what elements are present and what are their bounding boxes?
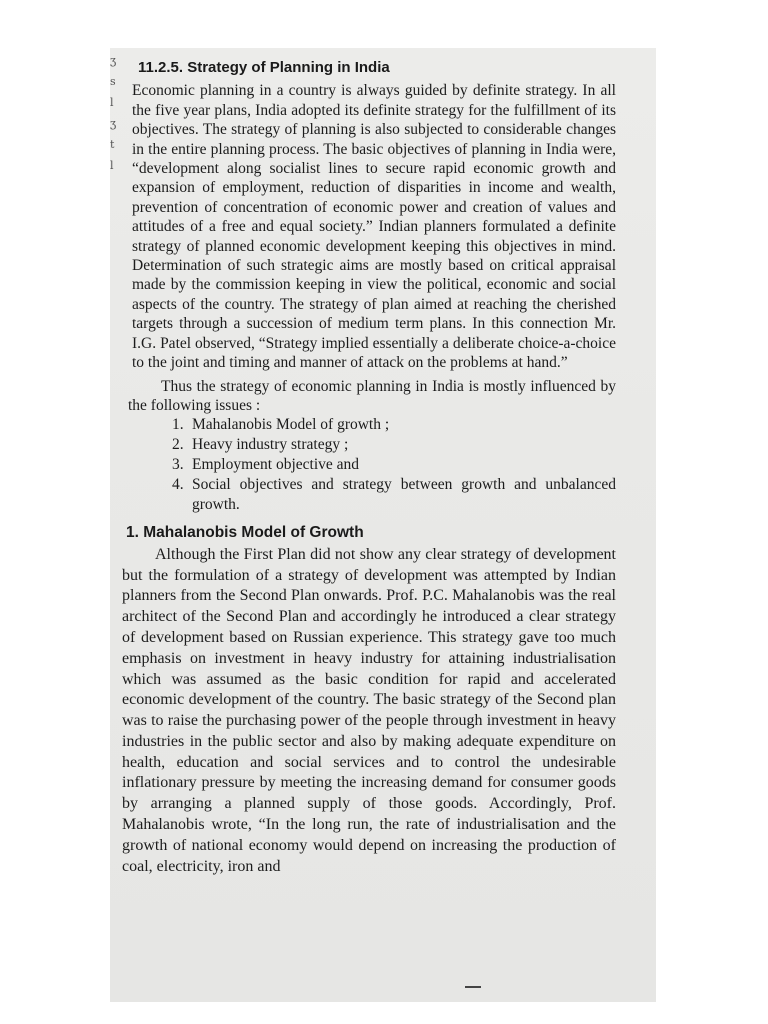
page-photo	[110, 48, 656, 1002]
list-item-number: 1.	[172, 416, 184, 434]
list-item	[172, 415, 616, 435]
list-item-text: Heavy industry strategy ;	[192, 436, 349, 454]
margin-mark: t	[110, 138, 115, 151]
subsection-heading: 1. Mahalanobis Model of Growth	[126, 524, 364, 542]
section-paragraph-1: Economic planning in a country is always guided by definite strategy. In all the five year plans, India adopted its definite strategy for the fulfillment of its objectives. The strategy of planning is also subjected to considerable changes in the entire planning process. The basic objectives of planning in India were, “development along socialist lines to secure rapid economic growth and expansion of employment, reduction of disparities in income and wealth, prevention of concentration of economic power and creation of values and attitudes of a free and equal society.” Indian planners formulated a definite strategy of planned economic development keeping this objectives in mind. Determination of such strategic aims are mostly based on critical appraisal made by the commission keeping in view the political, economic and social aspects of the country. The strategy of plan aimed at reaching the cherished targets through a succession of medium term plans. In this connection Mr. I.G. Patel observed, “Strategy implied essentially a deliberate choice-a-choice to the joint and timing and manner of attack on the problems at hand.”	[132, 82, 616, 372]
list-item-text: Employment objective and	[192, 456, 360, 474]
list-item	[172, 435, 616, 455]
margin-mark: s	[110, 75, 116, 88]
list-item-text: Mahalanobis Model of growth ;	[192, 416, 390, 434]
section-heading: 11.2.5. Strategy of Planning in India	[138, 59, 390, 76]
list-item	[172, 455, 616, 475]
list-item-number: 2.	[172, 436, 184, 454]
list-item-text: Social objectives and strategy between growth and unbalanced growth.	[192, 476, 616, 514]
page-speck	[465, 986, 481, 988]
book-page	[120, 58, 616, 877]
list-item-number: 3.	[172, 456, 184, 474]
subsection-paragraph: Although the First Plan did not show any clear strategy of development but the formulation of a strategy of development was attempted by Indian planners from the Second Plan onwards. Prof. P.C. Mahalanobis was the real architect of the Second Plan and accordingly he introduced a clear strategy of development based on Russian experience. This strategy gave too much emphasis on investment in heavy industry for attaining industrialisation which was assumed as the basic condition for rapid and accelerated economic development of the country. The basic strategy of the Second plan was to raise the purchasing power of the people through investment in heavy industries in the public sector and also by making adequate expenditure on health, education and social services and to control the undesirable inflationary pressure by meeting the increasing demand for consumer goods by arranging a planned supply of those goods. Accordingly, Prof. Mahalanobis wrote, “In the long run, the rate of industrialisation and the growth of national economy would depend on increasing the production of coal, electricity, iron and	[122, 545, 616, 875]
margin-mark: ʒ	[110, 54, 117, 67]
issues-list	[120, 415, 616, 515]
list-item	[172, 475, 616, 515]
margin-mark: ʒ	[110, 117, 117, 130]
section-paragraph-2: Thus the strategy of economic planning in India is mostly influenced by the following issues :	[128, 377, 616, 414]
margin-mark: l	[110, 96, 114, 109]
margin-mark: l	[110, 159, 114, 172]
list-item-number: 4.	[172, 476, 184, 494]
